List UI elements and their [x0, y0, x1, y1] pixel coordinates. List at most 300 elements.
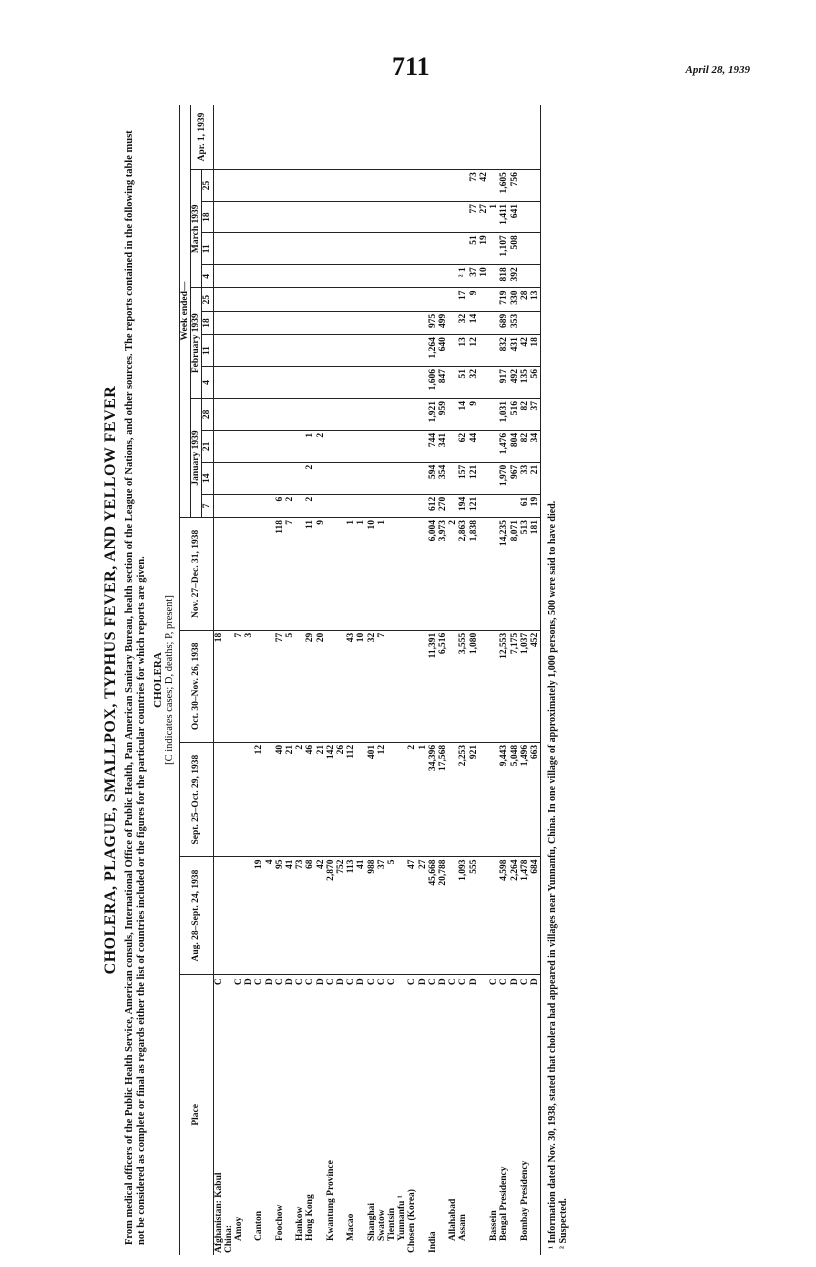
- value-cell: [265, 201, 275, 232]
- value-cell: [265, 518, 275, 631]
- value-cell: 68: [305, 857, 315, 974]
- value-cell: [499, 494, 509, 517]
- value-cell: [265, 265, 275, 288]
- value-cell: [254, 105, 264, 170]
- value-cell: 752: [336, 857, 346, 974]
- value-cell: 594: [428, 462, 438, 494]
- value-cell: [316, 105, 326, 170]
- value-cell: [377, 430, 387, 462]
- value-cell: 341: [438, 430, 448, 462]
- value-cell: [285, 367, 295, 399]
- place-cell: Chosen (Korea): [407, 1189, 418, 1253]
- value-cell: 135: [520, 367, 530, 399]
- place-cell: Bassein: [489, 1210, 500, 1241]
- place-cell: [336, 989, 346, 1255]
- value-cell: [265, 288, 275, 311]
- value-cell: [387, 367, 397, 399]
- value-cell: 744: [428, 430, 438, 462]
- value-cell: [254, 288, 264, 311]
- value-cell: [356, 311, 366, 334]
- value-cell: [407, 630, 417, 742]
- value-cell: [377, 462, 387, 494]
- week-ended-header: Week ended—: [180, 105, 191, 518]
- value-cell: [489, 265, 499, 288]
- value-cell: [234, 430, 244, 462]
- value-cell: 988: [367, 857, 377, 974]
- value-cell: 43: [346, 630, 356, 742]
- case-death-marker: C: [234, 978, 245, 986]
- table-row: [234, 105, 244, 1255]
- value-cell: 516: [510, 398, 520, 430]
- value-cell: [213, 430, 224, 462]
- value-cell: [520, 311, 530, 334]
- table-row: [387, 105, 397, 1255]
- value-cell: 46: [305, 742, 315, 857]
- value-cell: 181: [530, 518, 541, 631]
- value-cell: [275, 367, 285, 399]
- value-cell: [448, 857, 458, 974]
- place-cell: Bombay Presidency: [519, 1160, 530, 1241]
- value-cell: 1: [346, 518, 356, 631]
- value-cell: ² 1: [458, 265, 468, 288]
- case-death-marker: C: [346, 978, 357, 986]
- value-cell: [336, 367, 346, 399]
- day-header: 21: [202, 430, 213, 462]
- place-cell: Hong Kong: [305, 1194, 316, 1241]
- value-cell: [418, 201, 428, 232]
- value-cell: 1: [377, 518, 387, 631]
- value-cell: 6,516: [438, 630, 448, 742]
- table-row: [316, 105, 326, 1255]
- value-cell: [213, 233, 224, 265]
- value-cell: [387, 630, 397, 742]
- value-cell: [469, 105, 479, 170]
- day-header: 4: [202, 367, 213, 399]
- value-cell: 42: [520, 335, 530, 367]
- value-cell: 2: [316, 430, 326, 462]
- case-death-marker: D: [468, 978, 479, 986]
- value-cell: [356, 494, 366, 517]
- value-cell: 555: [469, 857, 479, 974]
- value-cell: [295, 105, 305, 170]
- value-cell: [326, 233, 336, 265]
- value-cell: [295, 201, 305, 232]
- case-death-marker: C: [427, 978, 438, 986]
- value-cell: [254, 367, 264, 399]
- value-cell: [254, 430, 264, 462]
- value-cell: [448, 288, 458, 311]
- value-cell: 42: [316, 857, 326, 974]
- value-cell: [224, 367, 234, 399]
- value-cell: [275, 311, 285, 334]
- value-cell: [234, 857, 244, 974]
- table-row: [224, 105, 234, 1255]
- day-header: 11: [202, 233, 213, 265]
- case-death-marker: C: [295, 978, 306, 986]
- value-cell: 18: [213, 630, 224, 742]
- value-cell: [407, 170, 417, 202]
- value-cell: [448, 398, 458, 430]
- value-cell: [489, 288, 499, 311]
- place-cell: China:: [223, 1225, 234, 1253]
- value-cell: 121: [469, 494, 479, 517]
- day-header: 7: [202, 494, 213, 517]
- value-cell: 689: [499, 311, 509, 334]
- footnote: ² Suspected.: [558, 1198, 570, 1249]
- value-cell: [448, 462, 458, 494]
- value-cell: 756: [510, 170, 520, 202]
- day-header: 25: [202, 288, 213, 311]
- value-cell: [234, 462, 244, 494]
- value-cell: [489, 630, 499, 742]
- value-cell: [224, 105, 234, 170]
- value-cell: [530, 233, 541, 265]
- value-cell: [479, 335, 489, 367]
- value-cell: [244, 288, 254, 311]
- value-cell: 51: [458, 367, 468, 399]
- value-cell: [520, 201, 530, 232]
- value-cell: 14: [469, 311, 479, 334]
- value-cell: [316, 367, 326, 399]
- value-cell: [418, 367, 428, 399]
- value-cell: [213, 288, 224, 311]
- value-cell: [448, 105, 458, 170]
- value-cell: [224, 335, 234, 367]
- value-cell: 9: [469, 398, 479, 430]
- value-cell: [305, 265, 315, 288]
- value-cell: 967: [510, 462, 520, 494]
- value-cell: [316, 201, 326, 232]
- value-cell: [305, 105, 315, 170]
- value-cell: 2: [305, 494, 315, 517]
- value-cell: [336, 518, 346, 631]
- day-header: 11: [202, 335, 213, 367]
- value-cell: [377, 105, 387, 170]
- value-cell: 112: [346, 742, 356, 857]
- place-cell: Canton: [254, 1210, 265, 1241]
- table-row: [407, 105, 417, 1255]
- value-cell: [356, 170, 366, 202]
- value-cell: [326, 311, 336, 334]
- value-cell: 21: [530, 462, 541, 494]
- value-cell: [448, 233, 458, 265]
- value-cell: [356, 201, 366, 232]
- value-cell: 1,031: [499, 398, 509, 430]
- value-cell: [305, 398, 315, 430]
- value-cell: [275, 288, 285, 311]
- section-title: CHOLERA: [152, 652, 164, 708]
- value-cell: [458, 105, 468, 170]
- value-cell: [448, 742, 458, 857]
- footnotes: [547, 111, 569, 1249]
- value-cell: [326, 288, 336, 311]
- place-cell: Afghanistan: Kabul: [213, 1172, 224, 1253]
- case-death-marker: D: [244, 978, 255, 986]
- month-header: Apr. 1, 1939: [191, 105, 213, 170]
- place-header: Place: [180, 974, 214, 1255]
- value-cell: [448, 311, 458, 334]
- value-cell: [275, 462, 285, 494]
- value-cell: [254, 518, 264, 631]
- value-cell: [356, 398, 366, 430]
- value-cell: [356, 367, 366, 399]
- value-cell: 1,478: [520, 857, 530, 974]
- value-cell: 44: [469, 430, 479, 462]
- value-cell: [254, 170, 264, 202]
- value-cell: [387, 105, 397, 170]
- value-cell: [224, 742, 234, 857]
- value-cell: [407, 462, 417, 494]
- value-cell: [224, 311, 234, 334]
- value-cell: [295, 494, 305, 517]
- table-row: [530, 105, 541, 1255]
- value-cell: [428, 288, 438, 311]
- value-cell: 1,037: [520, 630, 530, 742]
- value-cell: 663: [530, 742, 541, 857]
- value-cell: [295, 462, 305, 494]
- value-cell: [397, 398, 407, 430]
- period-header: Nov. 27–Dec. 31, 1938: [180, 518, 214, 631]
- value-cell: [489, 398, 499, 430]
- value-cell: [305, 311, 315, 334]
- value-cell: [336, 201, 346, 232]
- value-cell: [336, 288, 346, 311]
- value-cell: [295, 430, 305, 462]
- value-cell: [428, 105, 438, 170]
- value-cell: [418, 105, 428, 170]
- table-row: [285, 105, 295, 1255]
- place-cell: [356, 989, 366, 1255]
- value-cell: [213, 518, 224, 631]
- value-cell: [295, 367, 305, 399]
- place-cell: India: [427, 1231, 438, 1253]
- value-cell: [530, 201, 541, 232]
- value-cell: [489, 462, 499, 494]
- value-cell: [234, 265, 244, 288]
- place-cell: Amoy: [234, 1216, 245, 1241]
- table-row: [397, 105, 407, 1255]
- value-cell: [305, 170, 315, 202]
- value-cell: [234, 398, 244, 430]
- value-cell: 1,605: [499, 170, 509, 202]
- value-cell: [305, 367, 315, 399]
- value-cell: [254, 311, 264, 334]
- value-cell: 1: [356, 518, 366, 631]
- value-cell: [254, 201, 264, 232]
- value-cell: [346, 398, 356, 430]
- value-cell: [407, 311, 417, 334]
- day-header: 18: [202, 311, 213, 334]
- value-cell: 82: [520, 398, 530, 430]
- value-cell: [234, 201, 244, 232]
- value-cell: [213, 398, 224, 430]
- case-death-marker: C: [376, 978, 387, 986]
- value-cell: [336, 494, 346, 517]
- value-cell: [305, 233, 315, 265]
- value-cell: 14: [458, 398, 468, 430]
- value-cell: [295, 311, 305, 334]
- value-cell: [418, 170, 428, 202]
- value-cell: 33: [520, 462, 530, 494]
- place-cell: Assam: [458, 1214, 469, 1241]
- value-cell: [458, 233, 468, 265]
- value-cell: [346, 105, 356, 170]
- value-cell: [520, 105, 530, 170]
- place-cell: Swatow: [376, 1209, 387, 1241]
- day-header: 28: [202, 398, 213, 430]
- value-cell: [244, 201, 254, 232]
- day-header: 25: [202, 170, 213, 202]
- day-header: 4: [202, 265, 213, 288]
- value-cell: [418, 265, 428, 288]
- value-cell: 47: [407, 857, 417, 974]
- table-row: [326, 105, 336, 1255]
- case-death-marker: D: [336, 978, 347, 986]
- value-cell: [213, 311, 224, 334]
- case-death-marker: [224, 974, 234, 989]
- value-cell: [448, 367, 458, 399]
- value-cell: 10: [367, 518, 377, 631]
- value-cell: [418, 462, 428, 494]
- value-cell: [356, 233, 366, 265]
- table-row: [499, 105, 509, 1255]
- table-row: [428, 105, 438, 1255]
- place-cell: [469, 989, 479, 1255]
- value-cell: [367, 288, 377, 311]
- value-cell: 41: [285, 857, 295, 974]
- case-death-marker: C: [448, 978, 459, 986]
- value-cell: 513: [520, 518, 530, 631]
- value-cell: [530, 105, 541, 170]
- value-cell: [213, 462, 224, 494]
- value-cell: 5,048: [510, 742, 520, 857]
- place-cell: Bengal Presidency: [499, 1166, 510, 1241]
- place-cell: Macao: [346, 1213, 357, 1241]
- value-cell: [234, 335, 244, 367]
- value-cell: 2: [295, 742, 305, 857]
- value-cell: [489, 857, 499, 974]
- place-cell: Yunnanfu ¹: [397, 1195, 408, 1241]
- value-cell: [295, 233, 305, 265]
- value-cell: [489, 170, 499, 202]
- value-cell: [224, 233, 234, 265]
- value-cell: [234, 105, 244, 170]
- value-cell: [234, 367, 244, 399]
- case-death-marker: C: [519, 978, 530, 986]
- value-cell: [479, 630, 489, 742]
- value-cell: 2,264: [510, 857, 520, 974]
- place-cell: [530, 989, 541, 1255]
- value-cell: [346, 311, 356, 334]
- value-cell: [213, 367, 224, 399]
- table-row: [244, 105, 254, 1255]
- value-cell: [397, 105, 407, 170]
- value-cell: [305, 201, 315, 232]
- value-cell: [407, 430, 417, 462]
- value-cell: 56: [530, 367, 541, 399]
- value-cell: [489, 494, 499, 517]
- value-cell: [397, 462, 407, 494]
- value-cell: [387, 288, 397, 311]
- value-cell: [244, 430, 254, 462]
- value-cell: [407, 233, 417, 265]
- value-cell: [224, 265, 234, 288]
- value-cell: [326, 518, 336, 631]
- value-cell: [489, 518, 499, 631]
- value-cell: [387, 462, 397, 494]
- table-row: [254, 105, 264, 1255]
- value-cell: [489, 233, 499, 265]
- place-cell: [510, 989, 520, 1255]
- value-cell: [428, 201, 438, 232]
- value-cell: [285, 335, 295, 367]
- value-cell: [397, 430, 407, 462]
- value-cell: [213, 201, 224, 232]
- table-row: [295, 105, 305, 1255]
- value-cell: 62: [458, 430, 468, 462]
- value-cell: [336, 311, 346, 334]
- value-cell: 13: [458, 335, 468, 367]
- value-cell: 1,496: [520, 742, 530, 857]
- place-cell: Shanghai: [366, 1202, 377, 1241]
- value-cell: 975: [428, 311, 438, 334]
- value-cell: 32: [458, 311, 468, 334]
- value-cell: [438, 105, 448, 170]
- value-cell: [316, 265, 326, 288]
- value-cell: [479, 462, 489, 494]
- value-cell: [407, 335, 417, 367]
- page-date: April 28, 1939: [685, 64, 750, 76]
- value-cell: 2,253: [458, 742, 468, 857]
- value-cell: [458, 201, 468, 232]
- value-cell: [336, 335, 346, 367]
- value-cell: [285, 430, 295, 462]
- value-cell: [489, 367, 499, 399]
- value-cell: [224, 398, 234, 430]
- value-cell: [316, 494, 326, 517]
- value-cell: [326, 398, 336, 430]
- value-cell: [530, 311, 541, 334]
- value-cell: [265, 311, 275, 334]
- value-cell: 73: [469, 170, 479, 202]
- value-cell: [285, 233, 295, 265]
- place-cell: [418, 989, 428, 1255]
- value-cell: 2: [407, 742, 417, 857]
- place-cell: [244, 989, 254, 1255]
- value-cell: [265, 335, 275, 367]
- value-cell: [397, 311, 407, 334]
- value-cell: [265, 170, 275, 202]
- value-cell: 157: [458, 462, 468, 494]
- value-cell: [224, 494, 234, 517]
- value-cell: [305, 288, 315, 311]
- value-cell: 1: [305, 430, 315, 462]
- value-cell: 5: [285, 630, 295, 742]
- place-cell: [285, 989, 295, 1255]
- value-cell: 921: [469, 742, 479, 857]
- value-cell: [458, 170, 468, 202]
- table-row: [489, 105, 499, 1255]
- value-cell: [244, 233, 254, 265]
- value-cell: 1,107: [499, 233, 509, 265]
- case-death-marker: C: [407, 978, 418, 986]
- value-cell: [387, 398, 397, 430]
- day-header: 14: [202, 462, 213, 494]
- value-cell: [285, 462, 295, 494]
- value-cell: [356, 430, 366, 462]
- value-cell: 73: [295, 857, 305, 974]
- legend-note: [C indicates cases; D, deaths; P, present]: [164, 595, 175, 765]
